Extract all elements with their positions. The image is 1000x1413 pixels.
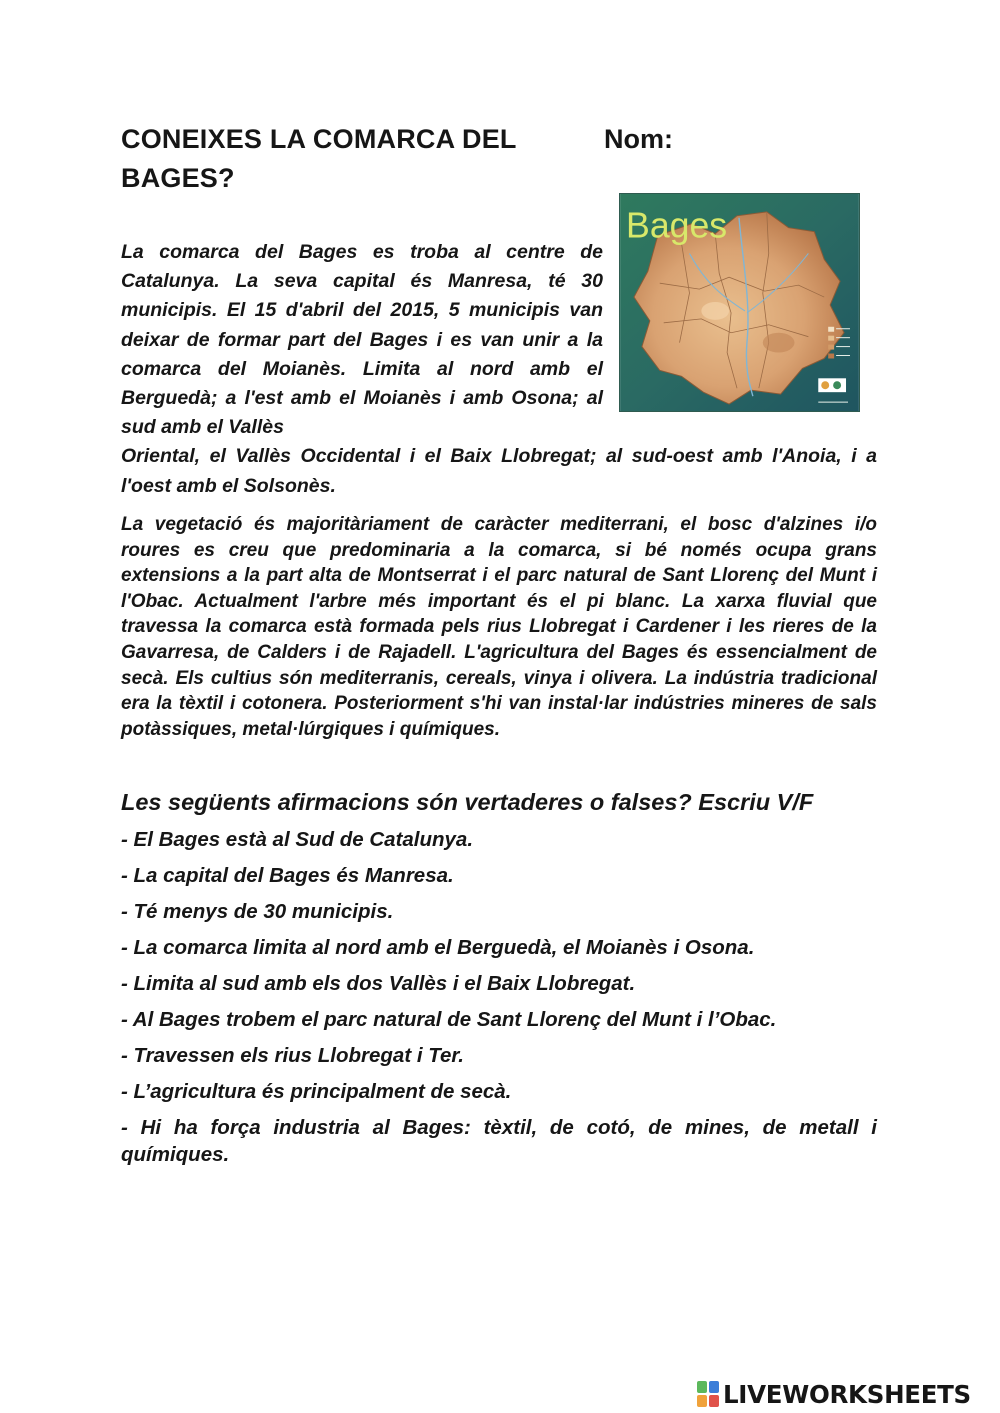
name-label: Nom:	[604, 124, 673, 154]
page-title: CONEIXES LA COMARCA DEL BAGES?	[121, 124, 517, 193]
quiz-statement: - La comarca limita al nord amb el Berguedà, el Moianès i Osona.	[121, 936, 755, 959]
quiz-statement: - Travessen els rius Llobregat i Ter.	[121, 1044, 464, 1067]
intro-paragraph	[121, 238, 877, 501]
quiz-statement: - Al Bages trobem el parc natural de Sant Llorenç del Munt i l’Obac.	[121, 1008, 777, 1031]
brand-text: LIVEWORKSHEETS	[723, 1379, 971, 1409]
intro-text-beside-map: La comarca del Bages es troba al centre de Catalunya. La seva capital és Manresa, té 30 municipis. El 15 d'abril del 2015, 5 municipis van deixar de formar part del Bages i es van unir a la comarca del Moianès. Limita al nord amb el Berguedà; a l'est amb el Moianès i amb Osona; al sud amb el Vallès	[121, 241, 603, 439]
quiz-question: Les següents afirmacions són vertaderes o falses? Escriu V/F	[121, 789, 814, 815]
map-label: Bages	[626, 205, 728, 246]
quiz-statement: - La capital del Bages és Manresa.	[121, 864, 454, 887]
quiz-statement: - L’agricultura és principalment de secà.	[121, 1080, 512, 1103]
liveworksheets-logo	[697, 1377, 971, 1411]
description-paragraph: La vegetació és majoritàriament de caràcter mediterrani, el bosc d'alzines i/o roures es creu que predominaria a la comarca, si bé només ocupa grans extensions a la part alta de Montserrat i el parc natural de Sant Llorenç del Munt i l'Obac. Actualment l'arbre més important és el pi blanc. La xarxa fluvial que travessa la comarca està formada pels rius Llobregat i Cardener i les rieres de la Gavarresa, de Calders i de Rajadell. L'agricultura del Bages és essencialment de secà. Els cultius són mediterranis, cereals, vinya i olivera. La indústria tradicional era la tèxtil i cotonera. Posteriorment s'hi van instal·lar indústries mineres de sals potàssiques, metal·lúrgiques i químiques.	[121, 514, 877, 740]
quiz-statement: - El Bages està al Sud de Catalunya.	[121, 828, 474, 851]
liveworksheets-icon	[697, 1381, 719, 1407]
quiz-statement: - Limita al sud amb els dos Vallès i el Baix Llobregat.	[121, 972, 636, 995]
quiz-statement: - Té menys de 30 municipis.	[121, 900, 394, 923]
intro-text-full-width: Oriental, el Vallès Occidental i el Baix Llobregat; al sud-oest amb l'Anoia, i a l'oest amb el Solsonès.	[121, 445, 877, 497]
quiz-statement: - Hi ha força industria al Bages: tèxtil, de cotó, de mines, de metall i químiques.	[121, 1116, 877, 1166]
quiz-statements	[121, 826, 877, 1177]
